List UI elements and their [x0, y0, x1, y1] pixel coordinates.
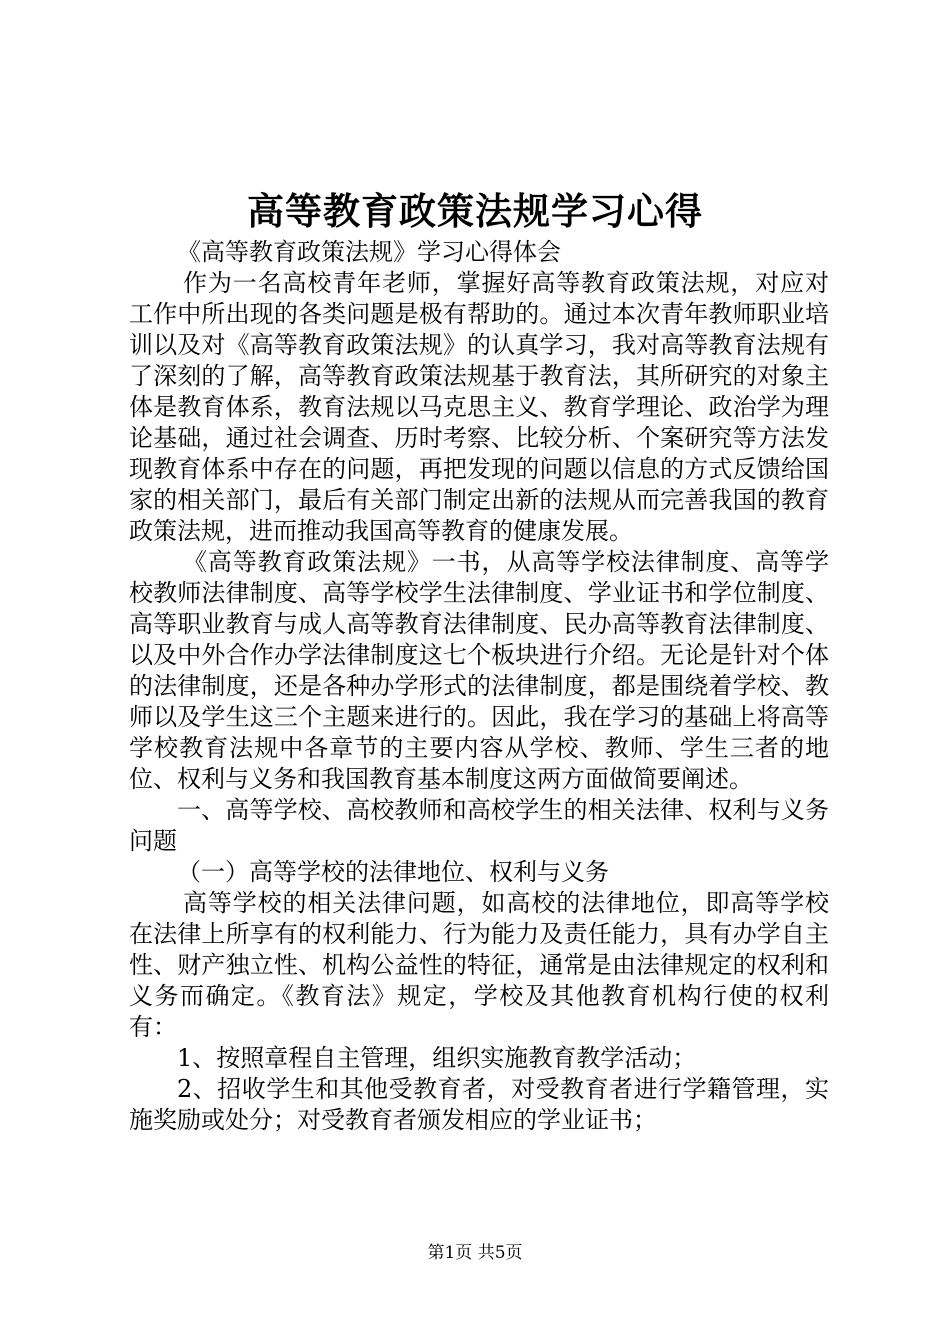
section-heading: 一、高等学校、高校教师和高校学生的相关法律、权利与义务问题: [129, 796, 829, 855]
body-paragraph: 作为一名高校青年老师，掌握好高等教育政策法规，对应对工作中所出现的各类问题是极有帮助的。通过本次青年教师职业培训以及对《高等教育政策法规》的认真学习，我对高等教育法规有了深刻的了解，高等教育政策法规基于教育法，其所研究的对象主体是教育体系，教育法规以马克思主义、教育学理论、政治学为理论基础，通过社会调查、历时考察、比较分析、个案研究等方法发现教育体系中存在的问题，再把发现的问题以信息的方式反馈给国家的相关部门，最后有关部门制定出新的法规从而完善我国的教育政策法规，进而推动我国高等教育的健康发展。: [129, 269, 829, 545]
body-paragraph: 高等学校的相关法律问题，如高校的法律地位，即高等学校在法律上所享有的权利能力、行为能力及责任能力，具有办学自主性、财产独立性、机构公益性的特征，通常是由法律规定的权利和义务而确定。《教育法》规定，学校及其他教育机构行使的权利有：: [129, 889, 829, 1041]
document-title: 高等教育政策法规学习心得: [247, 189, 703, 233]
list-item: 2、招收学生和其他受教育者，对受教育者进行学籍管理，实施奖励或处分；对受教育者颁发相应的学业证书；: [129, 1075, 829, 1134]
list-item: 1、按照章程自主管理，组织实施教育教学活动；: [177, 1044, 697, 1072]
subsection-heading: （一）高等学校的法律地位、权利与义务: [177, 858, 609, 886]
subtitle-paragraph: 《高等教育政策法规》学习心得体会: [177, 238, 561, 266]
document-body: [129, 237, 829, 1136]
page-footer: 第1页 共5页: [427, 1243, 523, 1263]
body-paragraph: 《高等教育政策法规》一书，从高等学校法律制度、高等学校教师法律制度、高等学校学生法律制度、学业证书和学位制度、高等职业教育与成人高等教育法律制度、民办高等教育法律制度、以及中外合作办学法律制度这七个板块进行介绍。无论是针对个体的法律制度，还是各种办学形式的法律制度，都是围绕着学校、教师以及学生这三个主题来进行的。因此，我在学习的基础上将高等学校教育法规中各章节的主要内容从学校、教师、学生三者的地位、权利与义务和我国教育基本制度这两方面做简要阐述。: [129, 548, 829, 793]
